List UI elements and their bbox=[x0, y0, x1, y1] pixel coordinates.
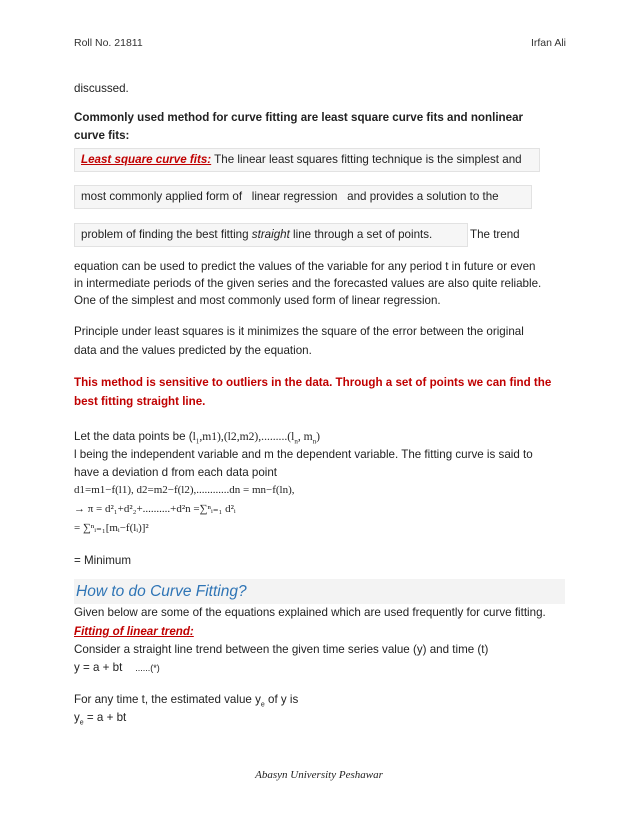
equation-estimated-rest: = a + bt bbox=[83, 711, 127, 724]
box3-text-c: line through a set of points. bbox=[289, 228, 433, 241]
box2-text-a: most commonly applied form of bbox=[81, 190, 243, 203]
highlight-box-1 bbox=[74, 148, 540, 172]
box3-text-b: straight bbox=[251, 228, 290, 241]
data-points-end: ) bbox=[316, 430, 321, 443]
data-points-line bbox=[74, 430, 320, 445]
equation-estimated-y: y bbox=[74, 711, 80, 724]
data-points-sn2: n bbox=[312, 437, 317, 446]
sub-heading: Fitting of linear trend: bbox=[74, 625, 194, 638]
box2-text-c: and provides a solution to the bbox=[347, 190, 499, 203]
equation-sum: = ∑ⁿᵢ₌₁[mᵢ−f(lᵢ)]² bbox=[74, 522, 149, 534]
footer-university: Abasyn University Peshawar bbox=[255, 769, 383, 781]
para1-line-1: equation can be used to predict the values of the variable for any period t in future or even bbox=[74, 260, 536, 273]
para1-line-2: in intermediate periods of the given series and the forecasted values are also quite reliable. bbox=[74, 277, 542, 290]
para5: Given below are some of the equations explained which are used frequently for curve fitting. bbox=[74, 606, 546, 619]
author-name: Irfan Ali bbox=[530, 37, 566, 49]
data-points-p1: l bbox=[192, 430, 196, 443]
box1-text: The linear least squares fitting technique is the simplest and bbox=[211, 153, 522, 166]
data-points-intro: Let the data points be ( bbox=[74, 430, 193, 443]
equation-estimated bbox=[74, 711, 126, 726]
data-points-s1: 1 bbox=[195, 437, 200, 446]
para4-line-1: l being the independent variable and m the dependent variable. The fitting curve is said to bbox=[74, 448, 533, 461]
data-points-sn: n bbox=[294, 437, 298, 446]
equation-trend-ref: ......(*) bbox=[135, 663, 160, 673]
least-square-label: Least square curve fits: bbox=[81, 153, 212, 166]
trend-word: The trend bbox=[470, 228, 520, 241]
section-heading-box bbox=[74, 579, 565, 604]
para7 bbox=[74, 693, 298, 708]
box2-text-b: linear regression bbox=[251, 190, 338, 203]
equation-trend bbox=[74, 661, 160, 674]
highlight-box-3 bbox=[74, 223, 468, 247]
para2-line-1: Principle under least squares is it minimizes the square of the error between the original bbox=[74, 325, 524, 338]
para7-text: For any time t, the estimated value y bbox=[74, 693, 261, 706]
para7-sub: e bbox=[260, 701, 265, 709]
equation-deviations: d1=m1−f(l1), d2=m2−f(l2),............dn = mn−f(ln), bbox=[74, 484, 295, 496]
para3-line-1: This method is sensitive to outliers in the data. Through a set of points we can find the bbox=[74, 376, 552, 389]
text-discussed: discussed. bbox=[74, 82, 129, 95]
para7-end: of y is bbox=[264, 693, 299, 706]
box3-text-a: problem of finding the best fitting bbox=[81, 228, 252, 241]
para6: Consider a straight line trend between the given time series value (y) and time (t) bbox=[74, 643, 489, 656]
roll-number: Roll No. 21811 bbox=[74, 37, 143, 49]
common-methods-line-2: curve fits: bbox=[74, 129, 130, 142]
equation-minimum: = Minimum bbox=[74, 554, 132, 567]
common-methods-line-1: Commonly used method for curve fitting are least square curve fits and nonlinear bbox=[74, 111, 524, 124]
para2-line-2: data and the values predicted by the equation. bbox=[74, 344, 312, 357]
data-points-mid: , m bbox=[297, 430, 313, 443]
para4-line-2: have a deviation d from each data point bbox=[74, 466, 278, 479]
data-points-rest: ,m1),(l2,m2),.........(l bbox=[199, 430, 295, 443]
highlight-box-2 bbox=[74, 185, 532, 209]
para3-line-2: best fitting straight line. bbox=[74, 395, 206, 408]
equation-estimated-sub: e bbox=[79, 719, 84, 727]
equation-pi: → π = d²₁+d²₂+..........+d²n =∑ⁿᵢ₌₁ d²ᵢ bbox=[74, 503, 236, 515]
section-heading: How to do Curve Fitting? bbox=[76, 583, 247, 600]
equation-trend-main: y = a + bt bbox=[74, 661, 123, 674]
para1-line-3: One of the simplest and most commonly used form of linear regression. bbox=[74, 294, 441, 307]
